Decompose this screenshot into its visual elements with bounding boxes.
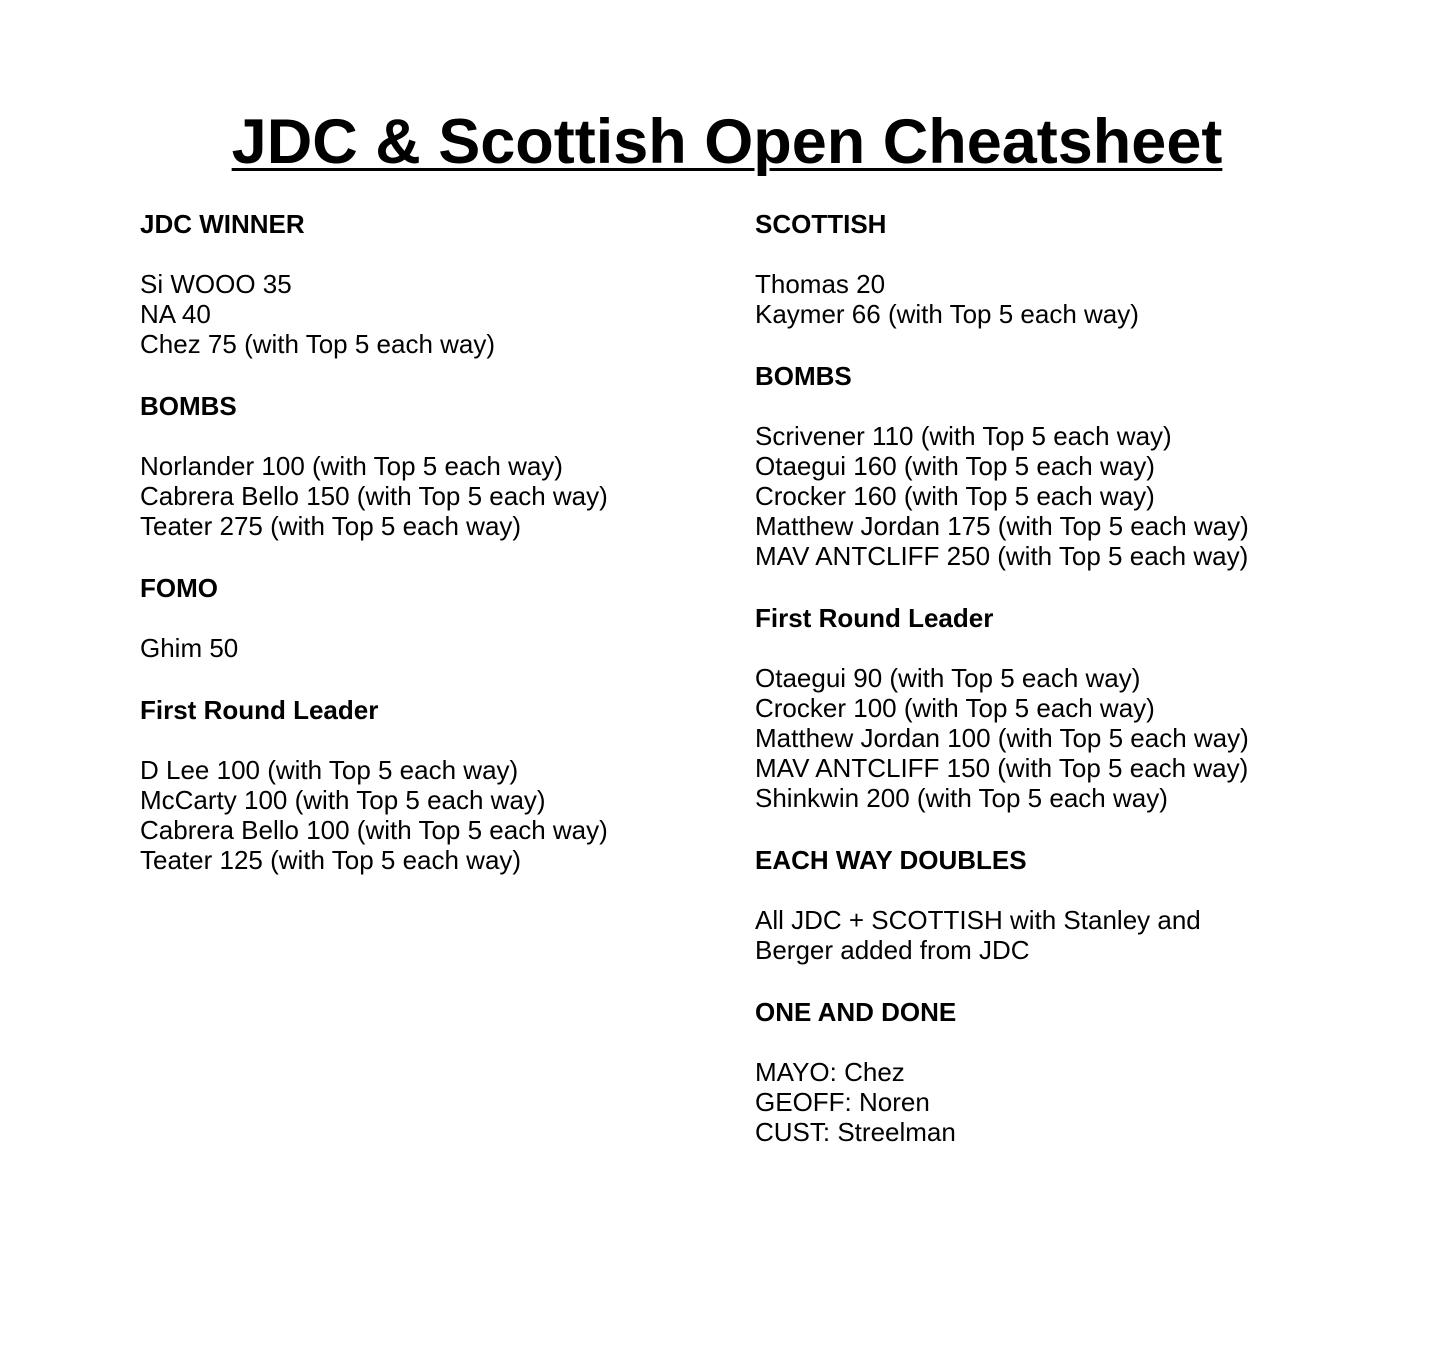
list-item: Thomas 20 [755,269,886,299]
list-item: Norlander 100 (with Top 5 each way) [140,451,563,481]
page-title [0,106,1454,178]
list-item: Cabrera Bello 150 (with Top 5 each way) [140,481,608,511]
list-item: NA 40 [140,299,211,329]
list-item: Matthew Jordan 175 (with Top 5 each way) [755,511,1249,541]
section-heading: First Round Leader [140,695,379,725]
section-jdc-first-round-leader [140,695,720,875]
list-item: Scrivener 110 (with Top 5 each way) [755,421,1172,451]
list-item: Cabrera Bello 100 (with Top 5 each way) [140,815,608,845]
section-heading: First Round Leader [755,603,994,633]
section-heading: BOMBS [140,391,237,421]
list-item: Teater 275 (with Top 5 each way) [140,511,522,541]
section-scottish [755,209,1355,329]
list-item: Matthew Jordan 100 (with Top 5 each way) [755,723,1249,753]
list-item: MAV ANTCLIFF 250 (with Top 5 each way) [755,541,1249,571]
section-jdc-winner [140,209,720,359]
section-heading: FOMO [140,573,218,603]
list-item: GEOFF: Noren [755,1087,930,1117]
list-item: MAV ANTCLIFF 150 (with Top 5 each way) [755,753,1249,783]
section-jdc-bombs [140,391,720,541]
section-heading: JDC WINNER [140,209,305,239]
section-heading: ONE AND DONE [755,997,957,1027]
section-fomo [140,573,720,663]
list-item: All JDC + SCOTTISH with Stanley and Berger added from JDC [755,905,1201,965]
list-item: Shinkwin 200 (with Top 5 each way) [755,783,1168,813]
list-item: Si WOOO 35 [140,269,292,299]
page-title-text: JDC & Scottish Open Cheatsheet [231,107,1223,177]
list-item: MAYO: Chez [755,1057,905,1087]
left-column [140,209,720,907]
section-scottish-bombs [755,361,1355,571]
list-item: Otaegui 90 (with Top 5 each way) [755,663,1141,693]
section-heading: BOMBS [755,361,852,391]
list-item: Ghim 50 [140,633,239,663]
section-heading: SCOTTISH [755,209,887,239]
list-item: Teater 125 (with Top 5 each way) [140,845,522,875]
section-one-and-done [755,997,1355,1147]
list-item: Crocker 100 (with Top 5 each way) [755,693,1155,723]
list-item: CUST: Streelman [755,1117,956,1147]
section-heading: EACH WAY DOUBLES [755,845,1027,875]
list-item: Otaegui 160 (with Top 5 each way) [755,451,1155,481]
list-item: Kaymer 66 (with Top 5 each way) [755,299,1139,329]
list-item: Crocker 160 (with Top 5 each way) [755,481,1155,511]
list-item: Chez 75 (with Top 5 each way) [140,329,496,359]
list-item: McCarty 100 (with Top 5 each way) [140,785,546,815]
right-column [755,209,1355,1179]
section-scottish-first-round-leader [755,603,1355,813]
section-each-way-doubles [755,845,1355,965]
list-item: D Lee 100 (with Top 5 each way) [140,755,519,785]
